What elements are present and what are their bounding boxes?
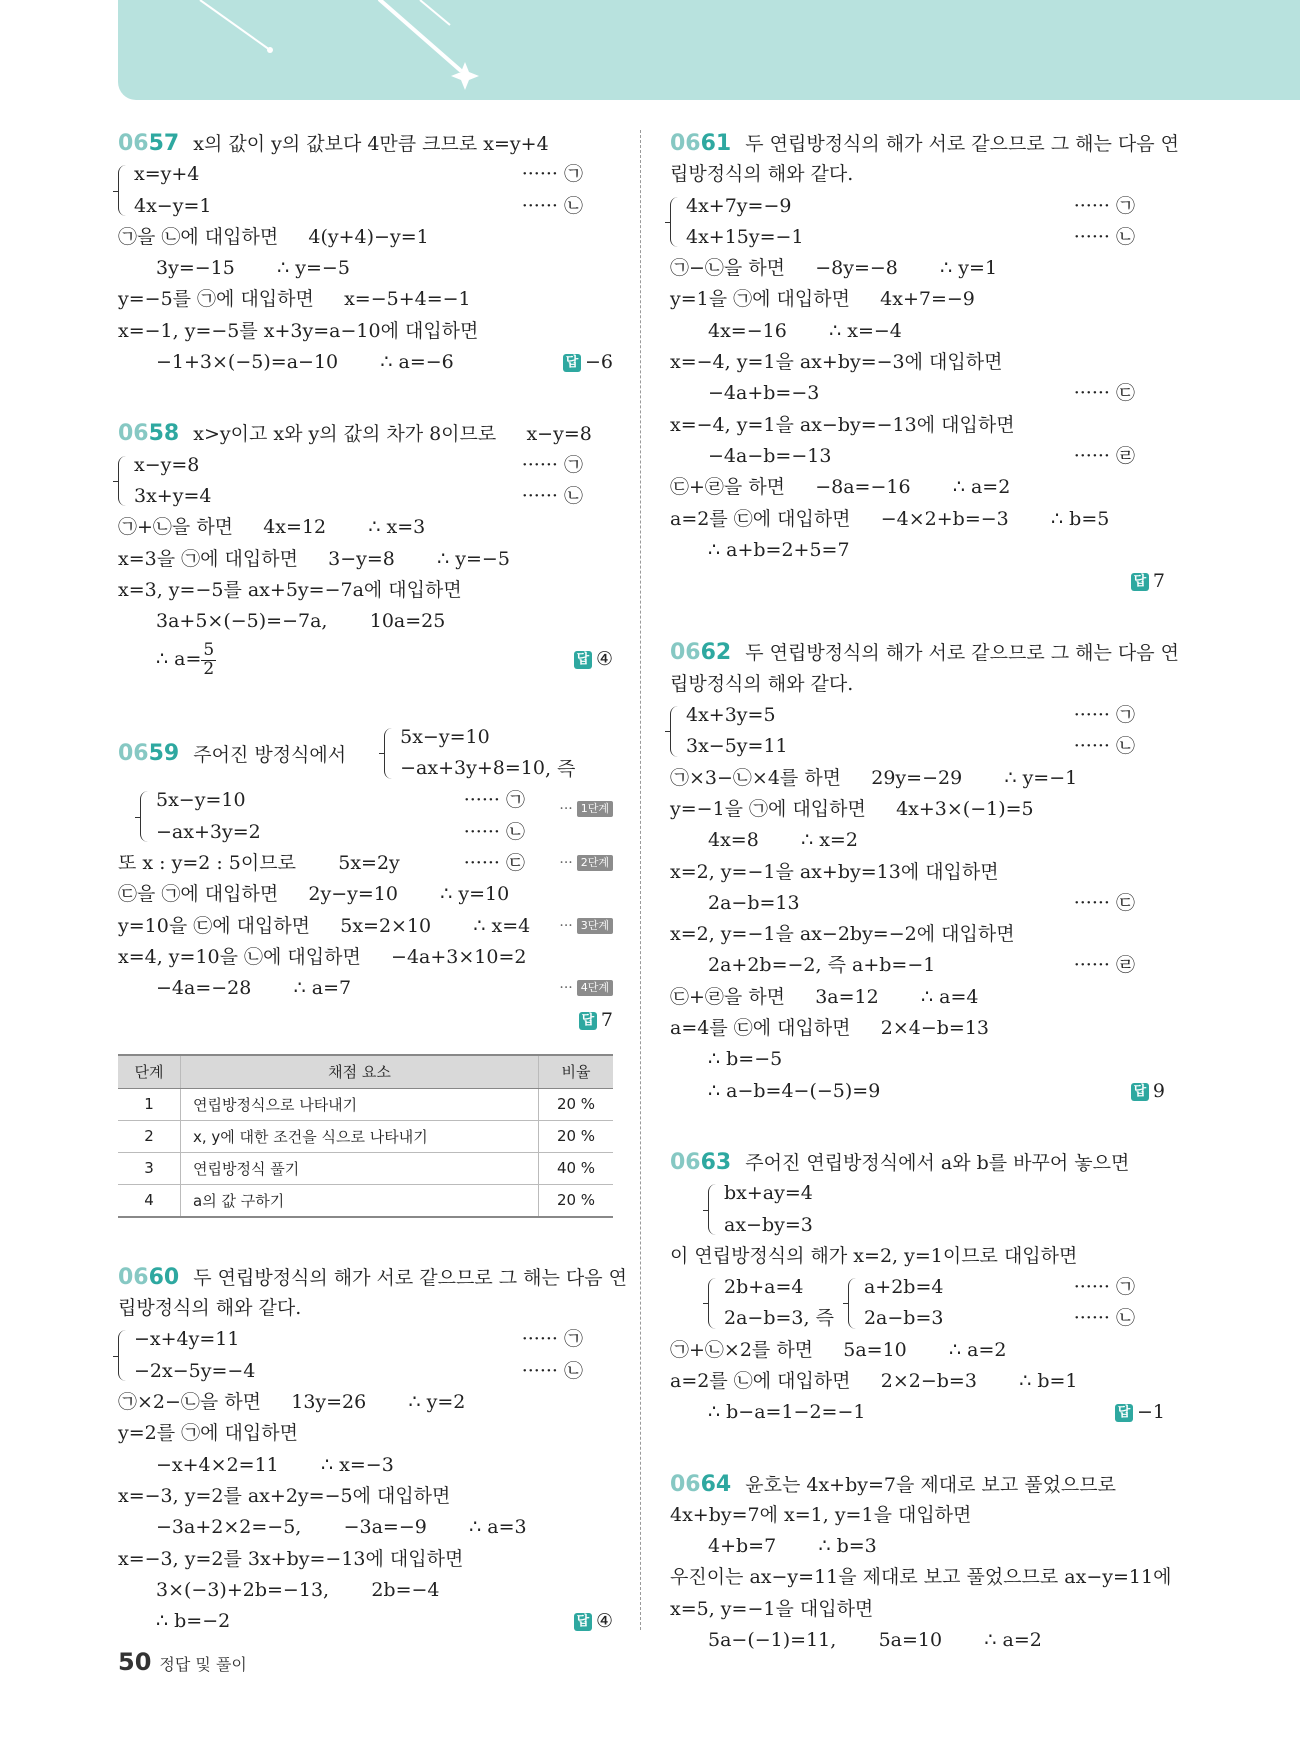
answer-value: −6 — [584, 351, 613, 374]
solution-line: a=2를 ㉡에 대입하면 2×2−b=3 ∴ b=1 — [670, 1369, 1078, 1392]
answer-value: ④ — [595, 648, 613, 671]
problem-intro: 두 연립방정식의 해가 서로 같으므로 그 해는 다음 연 — [745, 133, 1180, 155]
brace-icon — [384, 728, 393, 779]
brace-icon — [118, 1330, 127, 1381]
step-marker: ··· 3단계 — [559, 911, 613, 942]
solution-line: −4a=−28 ∴ a=7 — [156, 977, 352, 1000]
answer — [574, 637, 613, 681]
equation-tag: ······ ㉡ — [463, 820, 525, 843]
table-row — [118, 1120, 613, 1152]
solution-line: a=2를 ㉢에 대입하면 −4×2+b=−3 ∴ b=5 — [670, 507, 1110, 530]
problem-intro: 윤호는 4x+by=7을 제대로 보고 풀었으므로 — [745, 1473, 1116, 1496]
problem-intro: 주어진 연립방정식에서 a와 b를 바꾸어 놓으면 — [745, 1151, 1130, 1174]
solution-line: ㉢을 ㉠에 대입하면 2y−y=10 ∴ y=10 — [118, 883, 510, 906]
solution-line: x=2, y=−1을 ax+by=13에 대입하면 — [670, 860, 999, 883]
answer — [574, 1606, 613, 1637]
equation: 2a−b=3 — [863, 1307, 944, 1330]
problem-intro: 주어진 방정식에서 — [193, 743, 347, 766]
equation: 4x−y=1 — [134, 194, 212, 217]
equation-system — [670, 700, 1165, 763]
solution-line: x=−1, y=−5를 x+3y=a−10에 대입하면 — [118, 319, 479, 342]
table-header: 채점 요소 — [181, 1055, 539, 1089]
equation-tag: ······ ㉠ — [1073, 1276, 1135, 1299]
equation: 3x−5y=11 — [686, 735, 788, 758]
solution-line: x=3, y=−5를 ax+5y=−7a에 대입하면 — [118, 578, 462, 601]
given-system — [384, 722, 545, 785]
table-cell: 4 — [118, 1184, 181, 1217]
problem-number: 0659 — [118, 740, 180, 766]
equation: 5x−y=10 — [400, 726, 490, 749]
problem-number: 0660 — [118, 1264, 180, 1290]
answer-badge: 답 — [563, 354, 581, 372]
equation-tag: ······ ㉡ — [1073, 735, 1135, 758]
table-header: 비율 — [539, 1055, 614, 1089]
solution-line: x=−3, y=2를 ax+2y=−5에 대입하면 — [118, 1484, 451, 1507]
solution-line: 3y=−15 ∴ y=−5 — [156, 257, 350, 280]
table-cell: 1 — [118, 1088, 181, 1120]
answer-badge: 답 — [1115, 1404, 1133, 1422]
solution-line: 3a+5×(−5)=−7a, 10a=25 — [156, 610, 446, 633]
solution-line: 3×(−3)+2b=−13, 2b=−4 — [156, 1578, 440, 1601]
table-cell: 연립방정식으로 나타내기 — [181, 1088, 539, 1120]
solution-line: x=5, y=−1을 대입하면 — [670, 1597, 874, 1620]
answer-value: 7 — [1152, 570, 1165, 593]
brace-icon — [140, 791, 149, 842]
answer-value: 7 — [600, 1008, 613, 1031]
equation-system — [708, 1272, 804, 1335]
problem-number: 0662 — [670, 640, 732, 666]
problem-0659 — [118, 721, 613, 1217]
solution-line: 우진이는 ax−y=11을 제대로 보고 풀었으므로 ax−y=11에 — [670, 1566, 1172, 1589]
solution-line: ㉠+㉡을 하면 4x=12 ∴ x=3 — [118, 516, 426, 539]
step-marker: ··· 4단계 — [559, 973, 613, 1004]
equation-tag: ······ ㉢ — [1073, 891, 1135, 914]
solution-line: 2a+2b=−2, 즉 a+b=−1 — [708, 954, 936, 977]
answer-value: ④ — [595, 1610, 613, 1633]
problem-0664 — [670, 1469, 1172, 1657]
solution-line: 4x+by=7에 x=1, y=1을 대입하면 — [670, 1503, 972, 1526]
brace-icon — [118, 165, 127, 216]
equation: 2a−b=3 — [724, 1307, 804, 1330]
solution-line: a=4를 ㉢에 대입하면 2×4−b=13 — [670, 1017, 990, 1040]
brace-icon — [670, 197, 679, 248]
problem-0660 — [118, 1262, 628, 1638]
solution-line: y=2를 ㉠에 대입하면 — [118, 1422, 298, 1445]
answer-badge: 답 — [1131, 1083, 1149, 1101]
equation-tag: ······ ㉡ — [521, 484, 583, 507]
table-cell: 3 — [118, 1152, 181, 1184]
problem-intro: x의 값이 y의 값보다 4만큼 크므로 x=y+4 — [193, 133, 549, 155]
problem-number: 0658 — [118, 421, 180, 447]
answer-value: 9 — [1152, 1079, 1165, 1102]
answer-badge: 답 — [574, 651, 592, 669]
suffix-text: , 즉 — [803, 1307, 834, 1330]
problem-intro-cont: 립방정식의 해와 같다. — [670, 672, 854, 695]
problem-number: 0663 — [670, 1149, 732, 1175]
suffix-text: , 즉 — [544, 757, 576, 780]
problem-0658 — [118, 418, 613, 681]
equation: a+2b=4 — [863, 1276, 944, 1299]
solution-line: ㉠을 ㉡에 대입하면 4(y+4)−y=1 — [118, 225, 429, 248]
solution-line: −x+4×2=11 ∴ x=−3 — [156, 1453, 394, 1476]
answer-badge: 답 — [574, 1613, 592, 1631]
equation: ax−by=3 — [724, 1213, 813, 1236]
solution-line: y=10을 ㉢에 대입하면 5x=2×10 ∴ x=4 — [118, 914, 531, 937]
answer — [563, 347, 613, 378]
equation-tag: ······ ㉠ — [521, 453, 583, 476]
page-number: 50 — [118, 1648, 152, 1676]
equation: x−y=8 — [134, 453, 200, 476]
answer — [1131, 1076, 1165, 1107]
answer-value: −1 — [1136, 1401, 1165, 1424]
step-marker: ··· 1단계 — [559, 801, 613, 817]
solution-line: x=−3, y=2를 3x+by=−13에 대입하면 — [118, 1547, 464, 1570]
solution-line: y=1을 ㉠에 대입하면 4x+7=−9 — [670, 288, 975, 311]
equation: bx+ay=4 — [724, 1182, 813, 1205]
solution-line: x=−4, y=1을 ax+by=−3에 대입하면 — [670, 351, 1003, 374]
equation: 4x+3y=5 — [686, 704, 776, 727]
answer — [579, 1005, 613, 1036]
solution-line: ∴ a+b=2+5=7 — [708, 538, 850, 561]
problem-intro: 두 연립방정식의 해가 서로 같으므로 그 해는 다음 연 — [745, 642, 1180, 665]
answer — [1131, 566, 1165, 597]
problem-intro-cont: 립방정식의 해와 같다. — [670, 163, 854, 186]
equation-tag: ······ ㉡ — [521, 194, 583, 217]
table-cell: 20 % — [539, 1120, 614, 1152]
answer-badge: 답 — [579, 1012, 597, 1030]
equation: 2b+a=4 — [724, 1276, 804, 1299]
equation-tag: ······ ㉠ — [521, 1328, 583, 1351]
equation-tag: ······ ㉠ — [1073, 194, 1135, 217]
equation: 4x+15y=−1 — [686, 225, 804, 248]
solution-line: ∴ a= — [156, 648, 202, 671]
table-cell: 20 % — [539, 1088, 614, 1120]
table-cell: a의 값 구하기 — [181, 1184, 539, 1217]
problem-0661 — [670, 128, 1180, 597]
fraction: $\frac{5}{2}$ — [203, 640, 215, 679]
equation-system — [848, 1272, 1165, 1335]
equation-system — [708, 1178, 1165, 1241]
equation: 4x+7y=−9 — [686, 194, 792, 217]
solution-line: −3a+2×2=−5, −3a=−9 ∴ a=3 — [156, 1516, 527, 1539]
solution-line: −1+3×(−5)=a−10 ∴ a=−6 — [156, 351, 454, 374]
solution-line: ㉢+㉣을 하면 −8a=−16 ∴ a=2 — [670, 476, 1011, 499]
table-cell: x, y에 대한 조건을 식으로 나타내기 — [181, 1120, 539, 1152]
table-row — [118, 1088, 613, 1120]
equation: x=y+4 — [134, 163, 200, 186]
equation-system — [670, 191, 1165, 254]
equation: 3x+y=4 — [134, 484, 212, 507]
solution-line: −4a−b=−13 — [708, 444, 832, 467]
brace-icon — [708, 1278, 717, 1329]
problem-0663 — [670, 1147, 1165, 1429]
table-cell: 20 % — [539, 1184, 614, 1217]
solution-line: 이 연립방정식의 해가 x=2, y=1이므로 대입하면 — [670, 1244, 1078, 1267]
right-column — [670, 128, 1180, 1696]
equation-tag: ······ ㉢ — [1073, 382, 1135, 405]
problem-0662 — [670, 637, 1180, 1106]
grading-table — [118, 1054, 613, 1218]
equation: −ax+3y=2 — [156, 820, 261, 843]
brace-icon — [118, 456, 127, 507]
equation-system — [118, 159, 613, 222]
solution-line: ∴ a−b=4−(−5)=9 — [708, 1079, 881, 1102]
equation-tag: ······ ㉡ — [1073, 225, 1135, 248]
substituted-systems — [708, 1272, 1165, 1335]
solution-line: ㉠×2−㉡을 하면 13y=26 ∴ y=2 — [118, 1391, 466, 1414]
solution-line: x=2, y=−1을 ax−2by=−2에 대입하면 — [670, 923, 1015, 946]
brace-icon — [670, 706, 679, 757]
footer-title: 정답 및 풀이 — [159, 1655, 247, 1674]
solution-line: 5a−(−1)=11, 5a=10 ∴ a=2 — [708, 1629, 1042, 1652]
solution-line: x=3을 ㉠에 대입하면 3−y=8 ∴ y=−5 — [118, 547, 510, 570]
table-cell: 연립방정식 풀기 — [181, 1152, 539, 1184]
solution-line: 4+b=7 ∴ b=3 — [708, 1535, 877, 1558]
solution-line: x=4, y=10을 ㉡에 대입하면 −4a+3×10=2 — [118, 945, 527, 968]
equation-tag: ······ ㉠ — [463, 789, 525, 812]
equation-tag: ······ ㉢ — [463, 852, 525, 875]
equation-tag: ······ ㉡ — [1073, 1307, 1135, 1330]
solution-line: ∴ b=−5 — [708, 1048, 783, 1071]
equation: −ax+3y+8=10 — [400, 757, 545, 780]
answer-badge: 답 — [1131, 573, 1149, 591]
equation-tag: ······ ㉣ — [1073, 954, 1135, 977]
solution-line: −4a+b=−3 — [708, 382, 820, 405]
solution-line: 또 x : y=2 : 5이므로 5x=2y — [118, 852, 400, 875]
equation: −x+4y=11 — [134, 1328, 240, 1351]
solution-line: ∴ b−a=1−2=−1 — [708, 1401, 866, 1424]
solution-line: 2a−b=13 — [708, 891, 800, 914]
problem-number: 0661 — [670, 131, 732, 156]
equation-tag: ······ ㉡ — [521, 1359, 583, 1382]
answer — [1115, 1397, 1165, 1428]
table-row — [118, 1152, 613, 1184]
equation-tag: ······ ㉣ — [1073, 444, 1135, 467]
table-cell: 40 % — [539, 1152, 614, 1184]
problem-0657 — [118, 128, 613, 378]
problem-intro: x>y이고 x와 y의 값의 차가 8이므로 x−y=8 — [193, 423, 592, 446]
equation: 5x−y=10 — [156, 789, 246, 812]
solution-line: 4x=−16 ∴ x=−4 — [708, 319, 902, 342]
solution-line: ∴ b=−2 — [156, 1610, 231, 1633]
solution-line: ㉠−㉡을 하면 −8y=−8 ∴ y=1 — [670, 257, 998, 280]
equation-tag: ······ ㉠ — [1073, 704, 1135, 727]
problem-intro: 두 연립방정식의 해가 서로 같으므로 그 해는 다음 연 — [193, 1266, 628, 1289]
solution-line: y=−1을 ㉠에 대입하면 4x+3×(−1)=5 — [670, 797, 1034, 820]
equation-tag: ······ ㉠ — [521, 163, 583, 186]
table-cell: 2 — [118, 1120, 181, 1152]
brace-icon — [848, 1278, 857, 1329]
solution-line: ㉢+㉣을 하면 3a=12 ∴ a=4 — [670, 985, 979, 1008]
equation-system — [118, 450, 613, 513]
page-footer — [118, 1648, 247, 1676]
problem-intro-cont: 립방정식의 해와 같다. — [118, 1297, 302, 1320]
problem-number: 0657 — [118, 131, 180, 156]
table-row — [118, 1184, 613, 1217]
solution-line: ㉠+㉡×2를 하면 5a=10 ∴ a=2 — [670, 1338, 1007, 1361]
brace-icon — [708, 1184, 717, 1235]
equation-system — [140, 785, 613, 848]
table-header: 단계 — [118, 1055, 181, 1089]
problem-number: 0664 — [670, 1471, 732, 1497]
solution-line: ㉠×3−㉡×4를 하면 29y=−29 ∴ y=−1 — [670, 766, 1078, 789]
step-marker: ··· 2단계 — [559, 848, 613, 879]
solution-line: 4x=8 ∴ x=2 — [708, 829, 858, 852]
sparkle-decoration — [170, 0, 490, 100]
solution-line: y=−5를 ㉠에 대입하면 x=−5+4=−1 — [118, 288, 471, 311]
solution-line: x=−4, y=1을 ax−by=−13에 대입하면 — [670, 413, 1015, 436]
equation-system — [118, 1324, 613, 1387]
left-column — [118, 128, 628, 1677]
equation: −2x−5y=−4 — [134, 1359, 256, 1382]
column-divider — [640, 130, 641, 1630]
